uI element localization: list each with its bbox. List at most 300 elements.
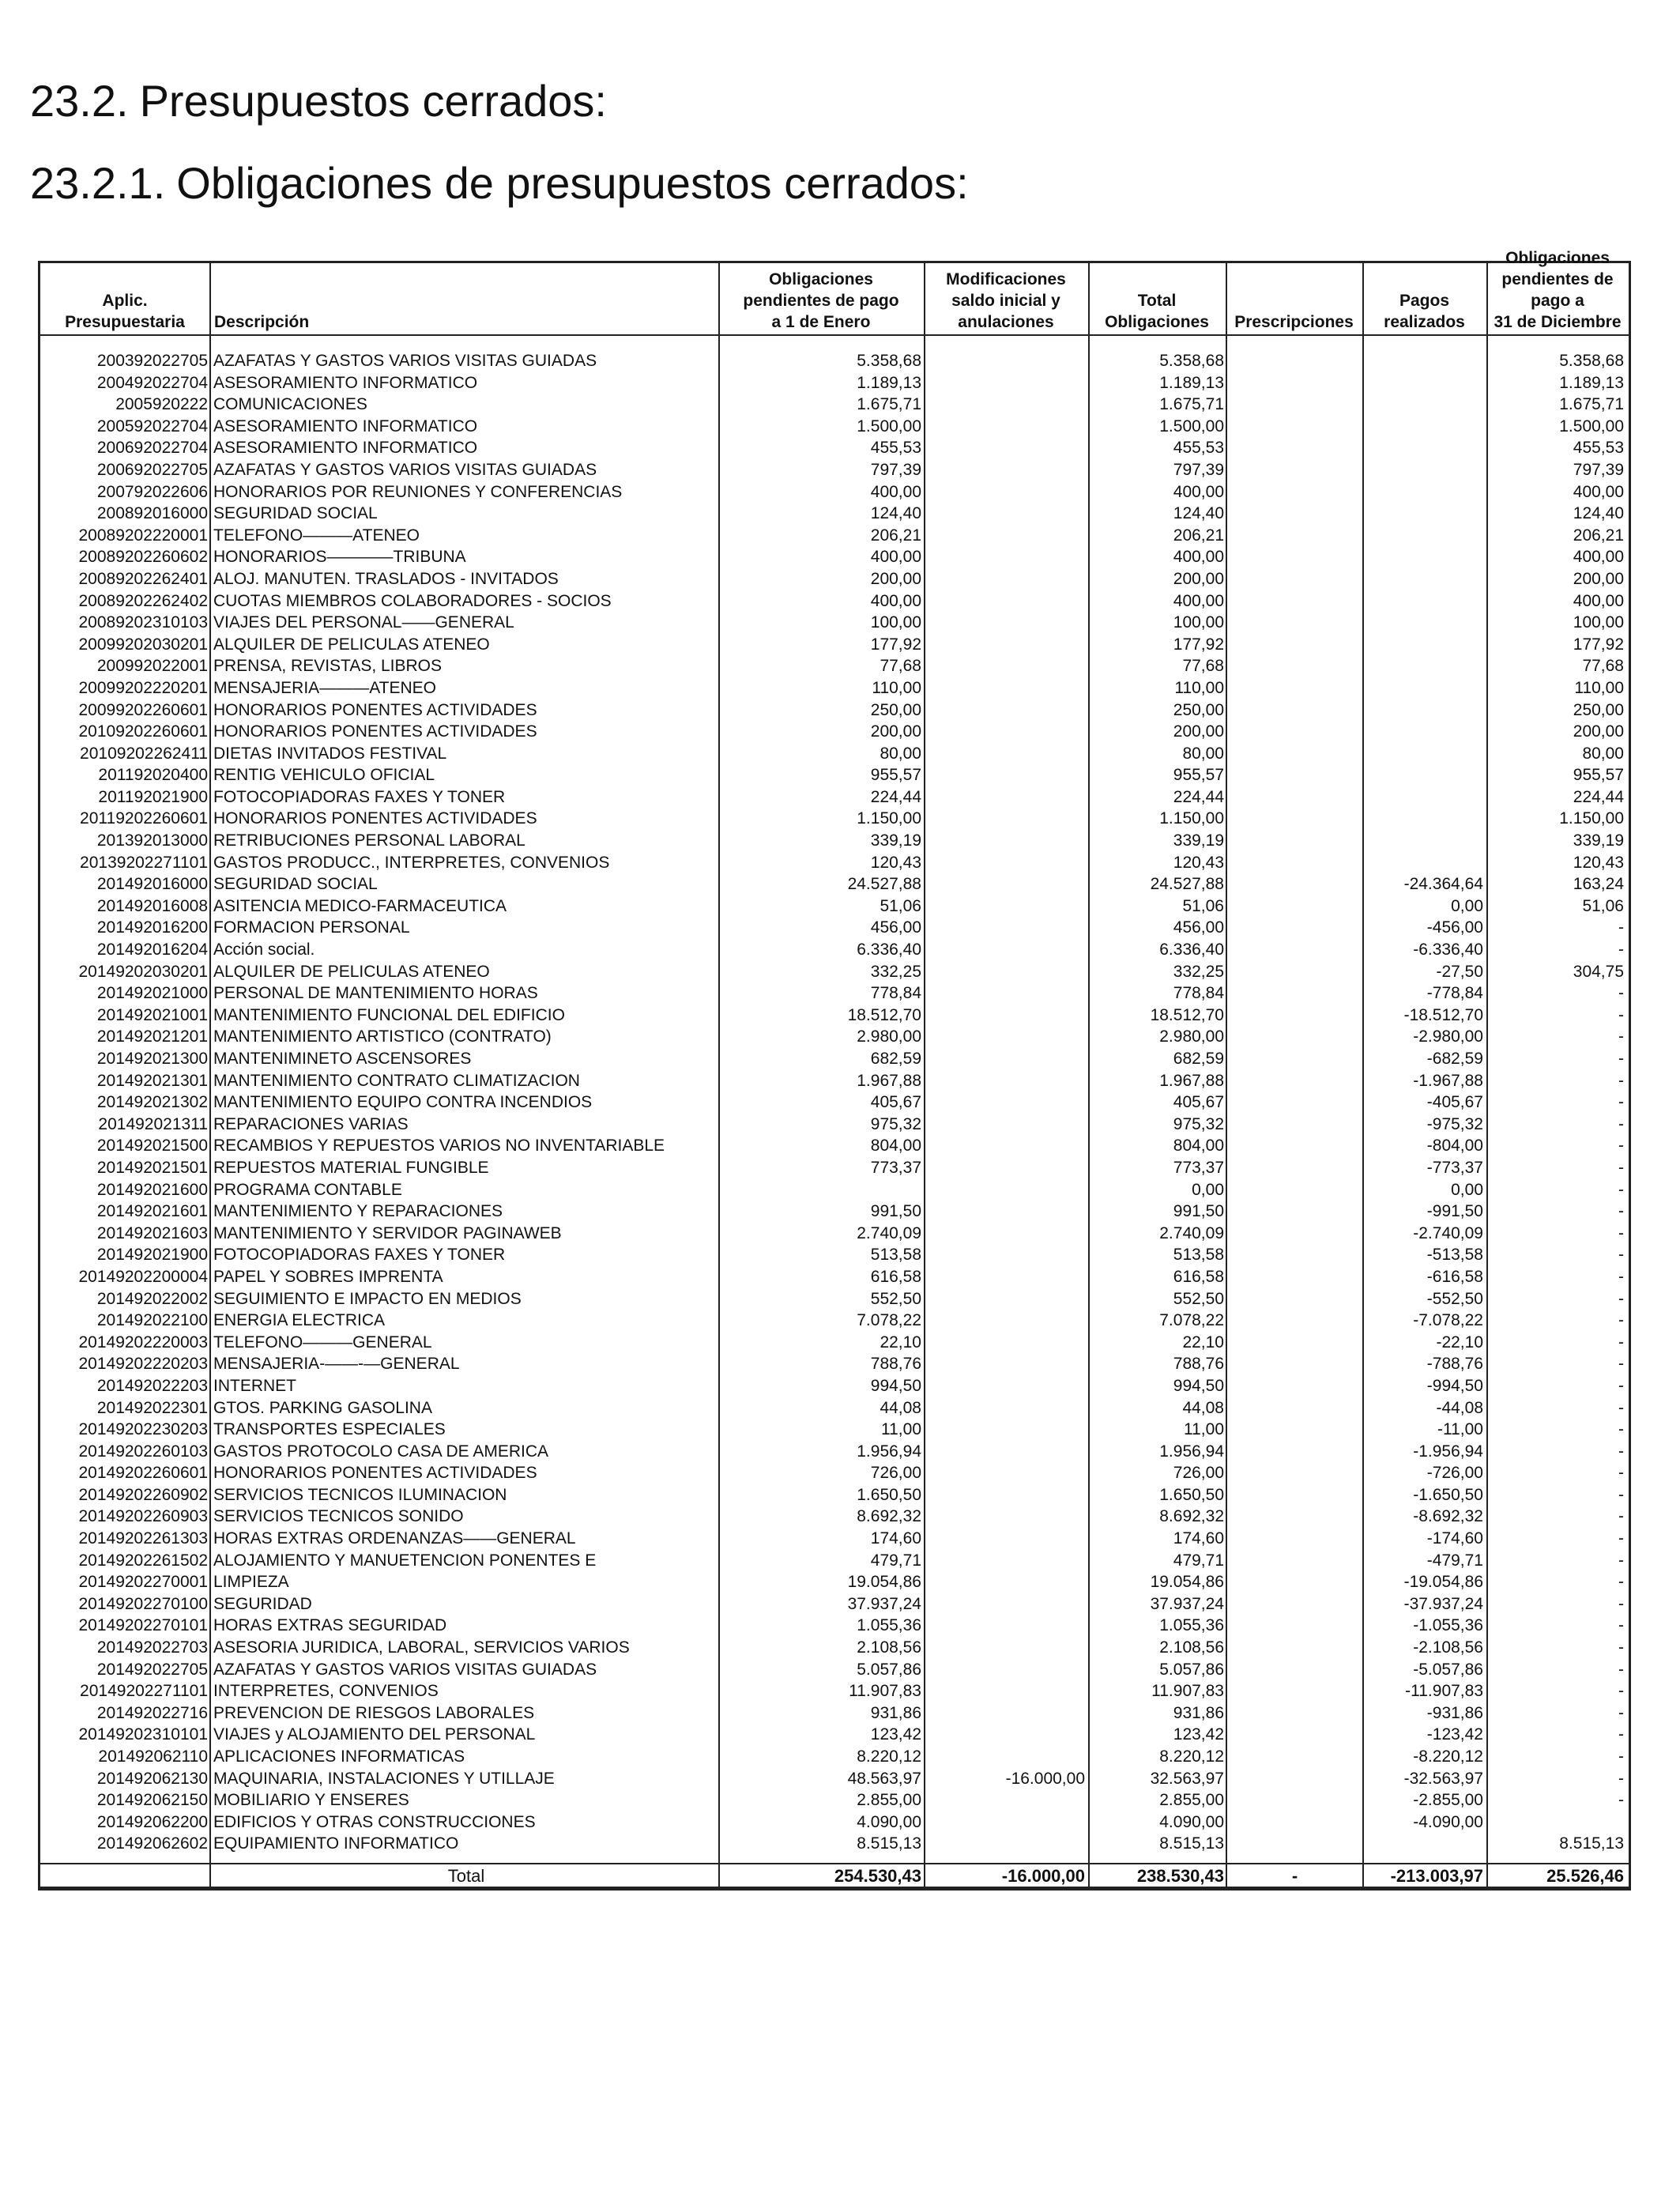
- table-row: [40, 1091, 1629, 1114]
- header-fin-line1: Obligaciones: [1505, 249, 1610, 267]
- subsection-title: Obligaciones de presupuestos cerrados:: [176, 158, 969, 208]
- row-modificaciones: [927, 1114, 1085, 1136]
- row-total-obligaciones: 37.937,24: [1150, 1594, 1224, 1613]
- row-total-obligaciones: 32.563,97: [1150, 1769, 1224, 1788]
- row-aplicacion: 20149202260103: [78, 1442, 208, 1461]
- table-row: [40, 655, 1629, 677]
- row-oblig-final: -: [1618, 1202, 1624, 1221]
- row-oblig-inicial: 479,71: [870, 1551, 921, 1570]
- row-pagos: -456,00: [1426, 918, 1483, 937]
- row-prescripciones: [1230, 1506, 1360, 1528]
- row-oblig-inicial: 80,00: [880, 744, 921, 763]
- row-oblig-final: 304,75: [1573, 962, 1624, 981]
- row-pagos: -8.220,12: [1413, 1747, 1483, 1766]
- row-prescripciones: [1230, 1026, 1360, 1048]
- row-oblig-inicial: 24.527,88: [847, 875, 921, 894]
- row-descripcion: PRENSA, REVISTAS, LIBROS: [213, 657, 443, 676]
- row-modificaciones: [927, 1789, 1085, 1811]
- row-aplicacion: 20149202260903: [78, 1507, 208, 1526]
- row-total-obligaciones: 24.527,88: [1150, 875, 1224, 894]
- row-modificaciones: [927, 568, 1085, 590]
- row-pagos: [1366, 503, 1483, 525]
- row-aplicacion: 201192021900: [98, 787, 208, 806]
- table-row: [40, 1135, 1629, 1157]
- row-oblig-final: -: [1618, 1573, 1624, 1592]
- row-descripcion: ENERGIA ELECTRICA: [213, 1311, 386, 1330]
- header-oblig-line3: a 1 de Enero: [771, 313, 871, 331]
- row-oblig-final: 797,39: [1573, 460, 1624, 479]
- row-aplicacion: 201492016000: [96, 875, 208, 894]
- row-pagos: -2.855,00: [1413, 1791, 1483, 1810]
- row-oblig-final: -: [1618, 1398, 1624, 1417]
- row-oblig-final: -: [1618, 1223, 1624, 1242]
- subsection-heading: [30, 158, 969, 209]
- row-pagos: -991,50: [1426, 1202, 1483, 1221]
- total-label: Total: [447, 1866, 485, 1886]
- row-total-obligaciones: 994,50: [1173, 1376, 1224, 1395]
- row-prescripciones: [1230, 677, 1360, 699]
- row-total-obligaciones: 975,32: [1173, 1114, 1224, 1133]
- row-pagos: [1366, 394, 1483, 416]
- row-descripcion: GASTOS PROTOCOLO CASA DE AMERICA: [213, 1442, 548, 1461]
- row-modificaciones: [927, 830, 1085, 852]
- row-total-obligaciones: 955,57: [1173, 766, 1224, 785]
- row-modificaciones: [927, 677, 1085, 699]
- row-total-obligaciones: 124,40: [1173, 504, 1224, 523]
- row-oblig-final: -: [1618, 1027, 1624, 1046]
- row-pagos: [1366, 830, 1483, 852]
- table-row: [40, 677, 1629, 699]
- row-pagos: [1366, 786, 1483, 809]
- row-modificaciones: [927, 808, 1085, 830]
- row-descripcion: HONORARIOS PONENTES ACTIVIDADES: [213, 722, 537, 741]
- row-oblig-inicial: 797,39: [870, 460, 921, 479]
- row-descripcion: FOTOCOPIADORAS FAXES Y TONER: [213, 787, 506, 806]
- row-descripcion: HONORARIOS PONENTES ACTIVIDADES: [213, 809, 537, 828]
- row-pagos: 0,00: [1451, 896, 1483, 915]
- row-descripcion: SERVICIOS TECNICOS ILUMINACION: [213, 1485, 507, 1504]
- total-oblig-inicial: 254.530,43: [834, 1866, 921, 1886]
- row-oblig-inicial: 110,00: [872, 678, 921, 697]
- row-oblig-inicial: 4.090,00: [857, 1812, 921, 1831]
- table-row: [40, 1223, 1629, 1245]
- row-modificaciones: [927, 1528, 1085, 1550]
- table-row: [40, 372, 1629, 394]
- row-prescripciones: [1230, 1244, 1360, 1266]
- total-oblig-final: 25.526,46: [1546, 1866, 1624, 1886]
- row-modificaciones: [927, 1026, 1085, 1048]
- row-oblig-final: 110,00: [1574, 678, 1624, 697]
- row-prescripciones: [1230, 634, 1360, 656]
- row-descripcion: HORAS EXTRAS SEGURIDAD: [213, 1616, 447, 1635]
- row-total-obligaciones: 2.108,56: [1159, 1638, 1224, 1657]
- row-prescripciones: [1230, 1659, 1360, 1681]
- row-modificaciones: [927, 961, 1085, 983]
- row-oblig-inicial: 991,50: [870, 1202, 921, 1221]
- row-total-obligaciones: 22,10: [1182, 1333, 1224, 1351]
- row-pagos: -4.090,00: [1413, 1812, 1483, 1831]
- row-descripcion: DIETAS INVITADOS FESTIVAL: [213, 744, 447, 763]
- table-row: [40, 764, 1629, 786]
- row-oblig-final: -: [1618, 1311, 1624, 1330]
- row-prescripciones: [1230, 1768, 1360, 1790]
- row-descripcion: ALQUILER DE PELICULAS ATENEO: [213, 962, 490, 981]
- row-aplicacion: 20149202271101: [80, 1682, 208, 1701]
- table-row: [40, 961, 1629, 983]
- row-prescripciones: [1230, 1288, 1360, 1310]
- row-pagos: -22,10: [1436, 1333, 1483, 1351]
- row-oblig-final: -: [1618, 984, 1624, 1003]
- table-row: [40, 1070, 1629, 1092]
- row-prescripciones: [1230, 1724, 1360, 1746]
- row-prescripciones: [1230, 1114, 1360, 1136]
- row-oblig-final: [1490, 1811, 1624, 1834]
- row-modificaciones: [927, 503, 1085, 525]
- row-oblig-final: 120,43: [1573, 853, 1624, 872]
- row-oblig-final: -: [1618, 1093, 1624, 1112]
- row-descripcion: GASTOS PRODUCC., INTERPRETES, CONVENIOS: [213, 853, 610, 872]
- row-total-obligaciones: 455,53: [1173, 439, 1224, 458]
- row-aplicacion: 20149202270100: [78, 1594, 208, 1613]
- row-descripcion: TELEFONO———GENERAL: [213, 1333, 432, 1351]
- row-descripcion: TELEFONO———ATENEO: [213, 526, 420, 545]
- row-modificaciones: [927, 721, 1085, 743]
- row-total-obligaciones: 200,00: [1173, 722, 1224, 741]
- row-pagos: -1.650,50: [1413, 1485, 1483, 1504]
- row-prescripciones: [1230, 1266, 1360, 1288]
- row-pagos: [1366, 808, 1483, 830]
- table-row: [40, 1702, 1629, 1725]
- row-oblig-final: 339,19: [1573, 831, 1624, 850]
- row-aplicacion: 200992022001: [96, 657, 208, 676]
- row-aplicacion: 201492021001: [96, 1005, 208, 1024]
- row-total-obligaciones: 2.980,00: [1159, 1027, 1224, 1046]
- row-pagos: -174,60: [1426, 1529, 1483, 1548]
- row-prescripciones: [1230, 1310, 1360, 1332]
- row-oblig-inicial: 37.937,24: [847, 1594, 921, 1613]
- row-modificaciones: [927, 764, 1085, 786]
- section-number: 23.2.: [30, 76, 129, 126]
- row-prescripciones: [1230, 525, 1360, 547]
- row-modificaciones: [927, 743, 1085, 765]
- row-pagos: [1366, 612, 1483, 634]
- table-row: [40, 525, 1629, 547]
- row-prescripciones: [1230, 503, 1360, 525]
- row-aplicacion: 20099202260601: [78, 700, 208, 719]
- row-oblig-final: -: [1618, 1485, 1624, 1504]
- row-pagos: -616,58: [1426, 1267, 1483, 1286]
- row-oblig-inicial: 7.078,22: [857, 1311, 921, 1330]
- row-total-obligaciones: 1.500,00: [1159, 417, 1224, 435]
- row-pagos: [1366, 764, 1483, 786]
- row-modificaciones: [927, 1419, 1085, 1441]
- row-total-obligaciones: 1.956,94: [1159, 1442, 1224, 1461]
- table-row: [40, 786, 1629, 809]
- row-oblig-final: -: [1618, 1660, 1624, 1679]
- row-pagos: [1366, 525, 1483, 547]
- row-pagos: -682,59: [1426, 1050, 1483, 1068]
- row-pagos: -27,50: [1436, 962, 1483, 981]
- row-aplicacion: 201492021500: [96, 1137, 208, 1155]
- row-oblig-final: 224,44: [1573, 787, 1624, 806]
- row-oblig-final: 455,53: [1573, 439, 1624, 458]
- row-descripcion: AZAFATAS Y GASTOS VARIOS VISITAS GUIADAS: [213, 460, 597, 479]
- row-oblig-inicial: 2.740,09: [857, 1223, 921, 1242]
- row-aplicacion: 20139202271101: [80, 853, 208, 872]
- table-row: [40, 1375, 1629, 1397]
- row-total-obligaciones: 224,44: [1173, 787, 1224, 806]
- table-row: [40, 830, 1629, 852]
- row-total-obligaciones: 177,92: [1173, 635, 1224, 654]
- row-oblig-final: -: [1618, 1725, 1624, 1744]
- row-pagos: [1366, 1833, 1483, 1855]
- row-aplicacion: 200792022606: [96, 482, 208, 501]
- row-prescripciones: [1230, 459, 1360, 481]
- row-descripcion: INTERNET: [213, 1376, 296, 1395]
- row-prescripciones: [1230, 1571, 1360, 1593]
- row-oblig-final: -: [1618, 941, 1624, 959]
- table-row: [40, 1353, 1629, 1375]
- row-oblig-inicial: 994,50: [870, 1376, 921, 1395]
- header-fin-line2: pendientes de pago a: [1501, 270, 1614, 310]
- row-prescripciones: [1230, 546, 1360, 568]
- row-oblig-final: -: [1618, 1747, 1624, 1766]
- row-oblig-inicial: 250,00: [870, 700, 921, 719]
- row-modificaciones: [927, 873, 1085, 895]
- row-total-obligaciones: 6.336,40: [1159, 941, 1224, 959]
- total-double-rule: [40, 1887, 1629, 1889]
- row-oblig-inicial: 2.855,00: [857, 1791, 921, 1810]
- row-aplicacion: 20149202220203: [78, 1355, 208, 1374]
- row-descripcion: RECAMBIOS Y REPUESTOS VARIOS NO INVENTARIABLE: [213, 1137, 665, 1155]
- row-pagos: -6.336,40: [1413, 941, 1483, 959]
- row-pagos: -2.980,00: [1413, 1027, 1483, 1046]
- row-aplicacion: 201492062130: [96, 1769, 208, 1788]
- row-oblig-inicial: 405,67: [870, 1093, 921, 1112]
- row-descripcion: Acción social.: [213, 941, 315, 959]
- row-aplicacion: 20149202260902: [78, 1485, 208, 1504]
- row-modificaciones: [927, 699, 1085, 722]
- row-pagos: -32.563,97: [1403, 1769, 1483, 1788]
- row-pagos: [1366, 372, 1483, 394]
- table-row: [40, 590, 1629, 613]
- row-descripcion: MENSAJERIA———ATENEO: [213, 678, 436, 697]
- table-row: [40, 721, 1629, 743]
- row-oblig-final: -: [1618, 1420, 1624, 1439]
- row-descripcion: FOTOCOPIADORAS FAXES Y TONER: [213, 1246, 506, 1265]
- row-total-obligaciones: 2.855,00: [1159, 1791, 1224, 1810]
- row-pagos: [1366, 743, 1483, 765]
- row-total-obligaciones: 8.515,13: [1159, 1834, 1224, 1853]
- row-aplicacion: 201492016204: [96, 941, 208, 959]
- row-modificaciones: [927, 1680, 1085, 1702]
- row-modificaciones: [927, 1550, 1085, 1572]
- row-oblig-inicial: 8.220,12: [857, 1747, 921, 1766]
- row-modificaciones: [927, 612, 1085, 634]
- header-descripcion-label: Descripción: [214, 313, 310, 331]
- row-modificaciones: [927, 1048, 1085, 1070]
- table-row: [40, 1310, 1629, 1332]
- row-aplicacion: 20149202220003: [78, 1333, 208, 1351]
- row-prescripciones: [1230, 961, 1360, 983]
- row-oblig-inicial: 1.650,50: [857, 1485, 921, 1504]
- row-total-obligaciones: 80,00: [1182, 744, 1224, 763]
- table-row: [40, 1157, 1629, 1179]
- row-pagos: -804,00: [1426, 1137, 1483, 1155]
- row-oblig-inicial: 51,06: [880, 896, 921, 915]
- row-modificaciones: [927, 939, 1085, 961]
- row-modificaciones: [927, 481, 1085, 503]
- row-modificaciones: [927, 1593, 1085, 1615]
- row-total-obligaciones: 8.692,32: [1159, 1507, 1224, 1526]
- header-oblig-line1: Obligaciones: [769, 270, 873, 288]
- row-prescripciones: [1230, 1593, 1360, 1615]
- row-pagos: -405,67: [1426, 1093, 1483, 1112]
- table-row: [40, 917, 1629, 939]
- row-oblig-final: -: [1618, 1050, 1624, 1068]
- row-oblig-final: -: [1618, 1071, 1624, 1090]
- row-descripcion: MAQUINARIA, INSTALACIONES Y UTILLAJE: [213, 1769, 555, 1788]
- table-row: [40, 612, 1629, 634]
- row-oblig-inicial: 5.057,86: [857, 1660, 921, 1679]
- table-row: [40, 852, 1629, 874]
- row-oblig-inicial: 11,00: [881, 1420, 921, 1439]
- table-row: [40, 1288, 1629, 1310]
- row-aplicacion: 200692022704: [96, 439, 208, 458]
- row-aplicacion: 20149202230203: [78, 1420, 208, 1439]
- table-row: [40, 1811, 1629, 1834]
- table-row: [40, 437, 1629, 459]
- row-pagos: [1366, 437, 1483, 459]
- row-total-obligaciones: 1.055,36: [1159, 1616, 1224, 1635]
- row-oblig-final: 1.500,00: [1559, 417, 1624, 435]
- table-row: [40, 1201, 1629, 1223]
- row-aplicacion: 201492016008: [96, 896, 208, 915]
- row-aplicacion: 201492021501: [96, 1158, 208, 1177]
- row-modificaciones: [927, 1571, 1085, 1593]
- row-oblig-inicial: 456,00: [870, 918, 921, 937]
- row-oblig-inicial: 174,60: [870, 1529, 921, 1548]
- row-modificaciones: [927, 1091, 1085, 1114]
- row-total-obligaciones: 200,00: [1173, 569, 1224, 588]
- row-total-obligaciones: 11,00: [1184, 1420, 1224, 1439]
- header-descripcion: [214, 263, 712, 334]
- row-oblig-final: 80,00: [1582, 744, 1624, 763]
- row-oblig-final: -: [1618, 1158, 1624, 1177]
- row-prescripciones: [1230, 1419, 1360, 1441]
- row-descripcion: VIAJES DEL PERSONAL——GENERAL: [213, 613, 514, 632]
- row-total-obligaciones: 51,06: [1182, 896, 1224, 915]
- row-prescripciones: [1230, 1135, 1360, 1157]
- row-oblig-final: -: [1618, 1594, 1624, 1613]
- table-row: [40, 1244, 1629, 1266]
- row-aplicacion: 20149202200004: [78, 1267, 208, 1286]
- table-row: [40, 699, 1629, 722]
- row-pagos: -931,86: [1426, 1703, 1483, 1722]
- row-oblig-inicial: 100,00: [870, 613, 921, 632]
- row-prescripciones: [1230, 1353, 1360, 1375]
- row-descripcion: MANTENIMIENTO ARTISTICO (CONTRATO): [213, 1027, 552, 1046]
- row-total-obligaciones: 7.078,22: [1159, 1311, 1224, 1330]
- table-row: [40, 1528, 1629, 1550]
- row-total-obligaciones: 1.189,13: [1159, 373, 1224, 392]
- row-total-obligaciones: 456,00: [1173, 918, 1224, 937]
- row-modificaciones: [927, 1462, 1085, 1484]
- table-row: [40, 743, 1629, 765]
- row-oblig-final: 8.515,13: [1559, 1834, 1624, 1853]
- row-prescripciones: [1230, 1005, 1360, 1027]
- row-modificaciones: [927, 1223, 1085, 1245]
- row-modificaciones: [927, 372, 1085, 394]
- row-pagos: -18.512,70: [1403, 1005, 1483, 1024]
- row-total-obligaciones: 18.512,70: [1150, 1005, 1224, 1024]
- row-modificaciones: [927, 1724, 1085, 1746]
- row-oblig-inicial: 1.500,00: [857, 417, 921, 435]
- row-prescripciones: [1230, 982, 1360, 1005]
- row-aplicacion: 201492021300: [96, 1050, 208, 1068]
- table-row: [40, 895, 1629, 918]
- row-prescripciones: [1230, 416, 1360, 438]
- table-row: [40, 1768, 1629, 1790]
- row-oblig-final: -: [1618, 1246, 1624, 1265]
- row-descripcion: ASESORAMIENTO INFORMATICO: [213, 373, 478, 392]
- row-descripcion: FORMACION PERSONAL: [213, 918, 410, 937]
- row-modificaciones: [927, 546, 1085, 568]
- header-prescripciones: [1226, 263, 1362, 334]
- row-pagos: -7.078,22: [1413, 1311, 1483, 1330]
- obligations-table: [38, 249, 1631, 1891]
- row-pagos: -1.956,94: [1413, 1442, 1483, 1461]
- row-modificaciones: [927, 1332, 1085, 1354]
- row-oblig-inicial: 616,58: [870, 1267, 921, 1286]
- row-aplicacion: 201492021302: [96, 1093, 208, 1112]
- row-modificaciones: [927, 1244, 1085, 1266]
- row-descripcion: MANTENIMIENTO Y SERVIDOR PAGINAWEB: [213, 1223, 562, 1242]
- row-descripcion: RENTIG VEHICULO OFICIAL: [213, 766, 435, 785]
- row-aplicacion: 20149202261303: [78, 1529, 208, 1548]
- row-descripcion: AZAFATAS Y GASTOS VARIOS VISITAS GUIADAS: [213, 352, 597, 370]
- header-total-line1: Total: [1137, 292, 1177, 310]
- row-prescripciones: [1230, 437, 1360, 459]
- row-descripcion: MANTENIMIENTO EQUIPO CONTRA INCENDIOS: [213, 1093, 593, 1112]
- row-modificaciones: [927, 1484, 1085, 1506]
- row-pagos: [1366, 699, 1483, 722]
- row-pagos: -2.740,09: [1413, 1223, 1483, 1242]
- row-oblig-inicial: 8.515,13: [857, 1834, 921, 1853]
- table-row: [40, 808, 1629, 830]
- row-prescripciones: [1230, 1375, 1360, 1397]
- row-modificaciones: [927, 1659, 1085, 1681]
- row-aplicacion: 201492021000: [96, 984, 208, 1003]
- row-total-obligaciones: 332,25: [1173, 962, 1224, 981]
- row-total-obligaciones: 400,00: [1173, 591, 1224, 610]
- row-aplicacion: 20149202270101: [78, 1616, 208, 1635]
- table-row: [40, 1571, 1629, 1593]
- header-total-line2: Obligaciones: [1105, 313, 1209, 331]
- row-oblig-inicial: 6.336,40: [857, 941, 921, 959]
- row-oblig-final: 1.675,71: [1559, 395, 1624, 414]
- table-row: [40, 1441, 1629, 1463]
- row-pagos: -513,58: [1426, 1246, 1483, 1265]
- header-modificaciones: [924, 263, 1088, 334]
- row-descripcion: GTOS. PARKING GASOLINA: [213, 1398, 432, 1417]
- row-oblig-final: 250,00: [1573, 700, 1624, 719]
- row-prescripciones: [1230, 808, 1360, 830]
- row-prescripciones: [1230, 1462, 1360, 1484]
- row-total-obligaciones: 174,60: [1173, 1529, 1224, 1548]
- row-prescripciones: [1230, 1048, 1360, 1070]
- row-modificaciones: [927, 1179, 1085, 1201]
